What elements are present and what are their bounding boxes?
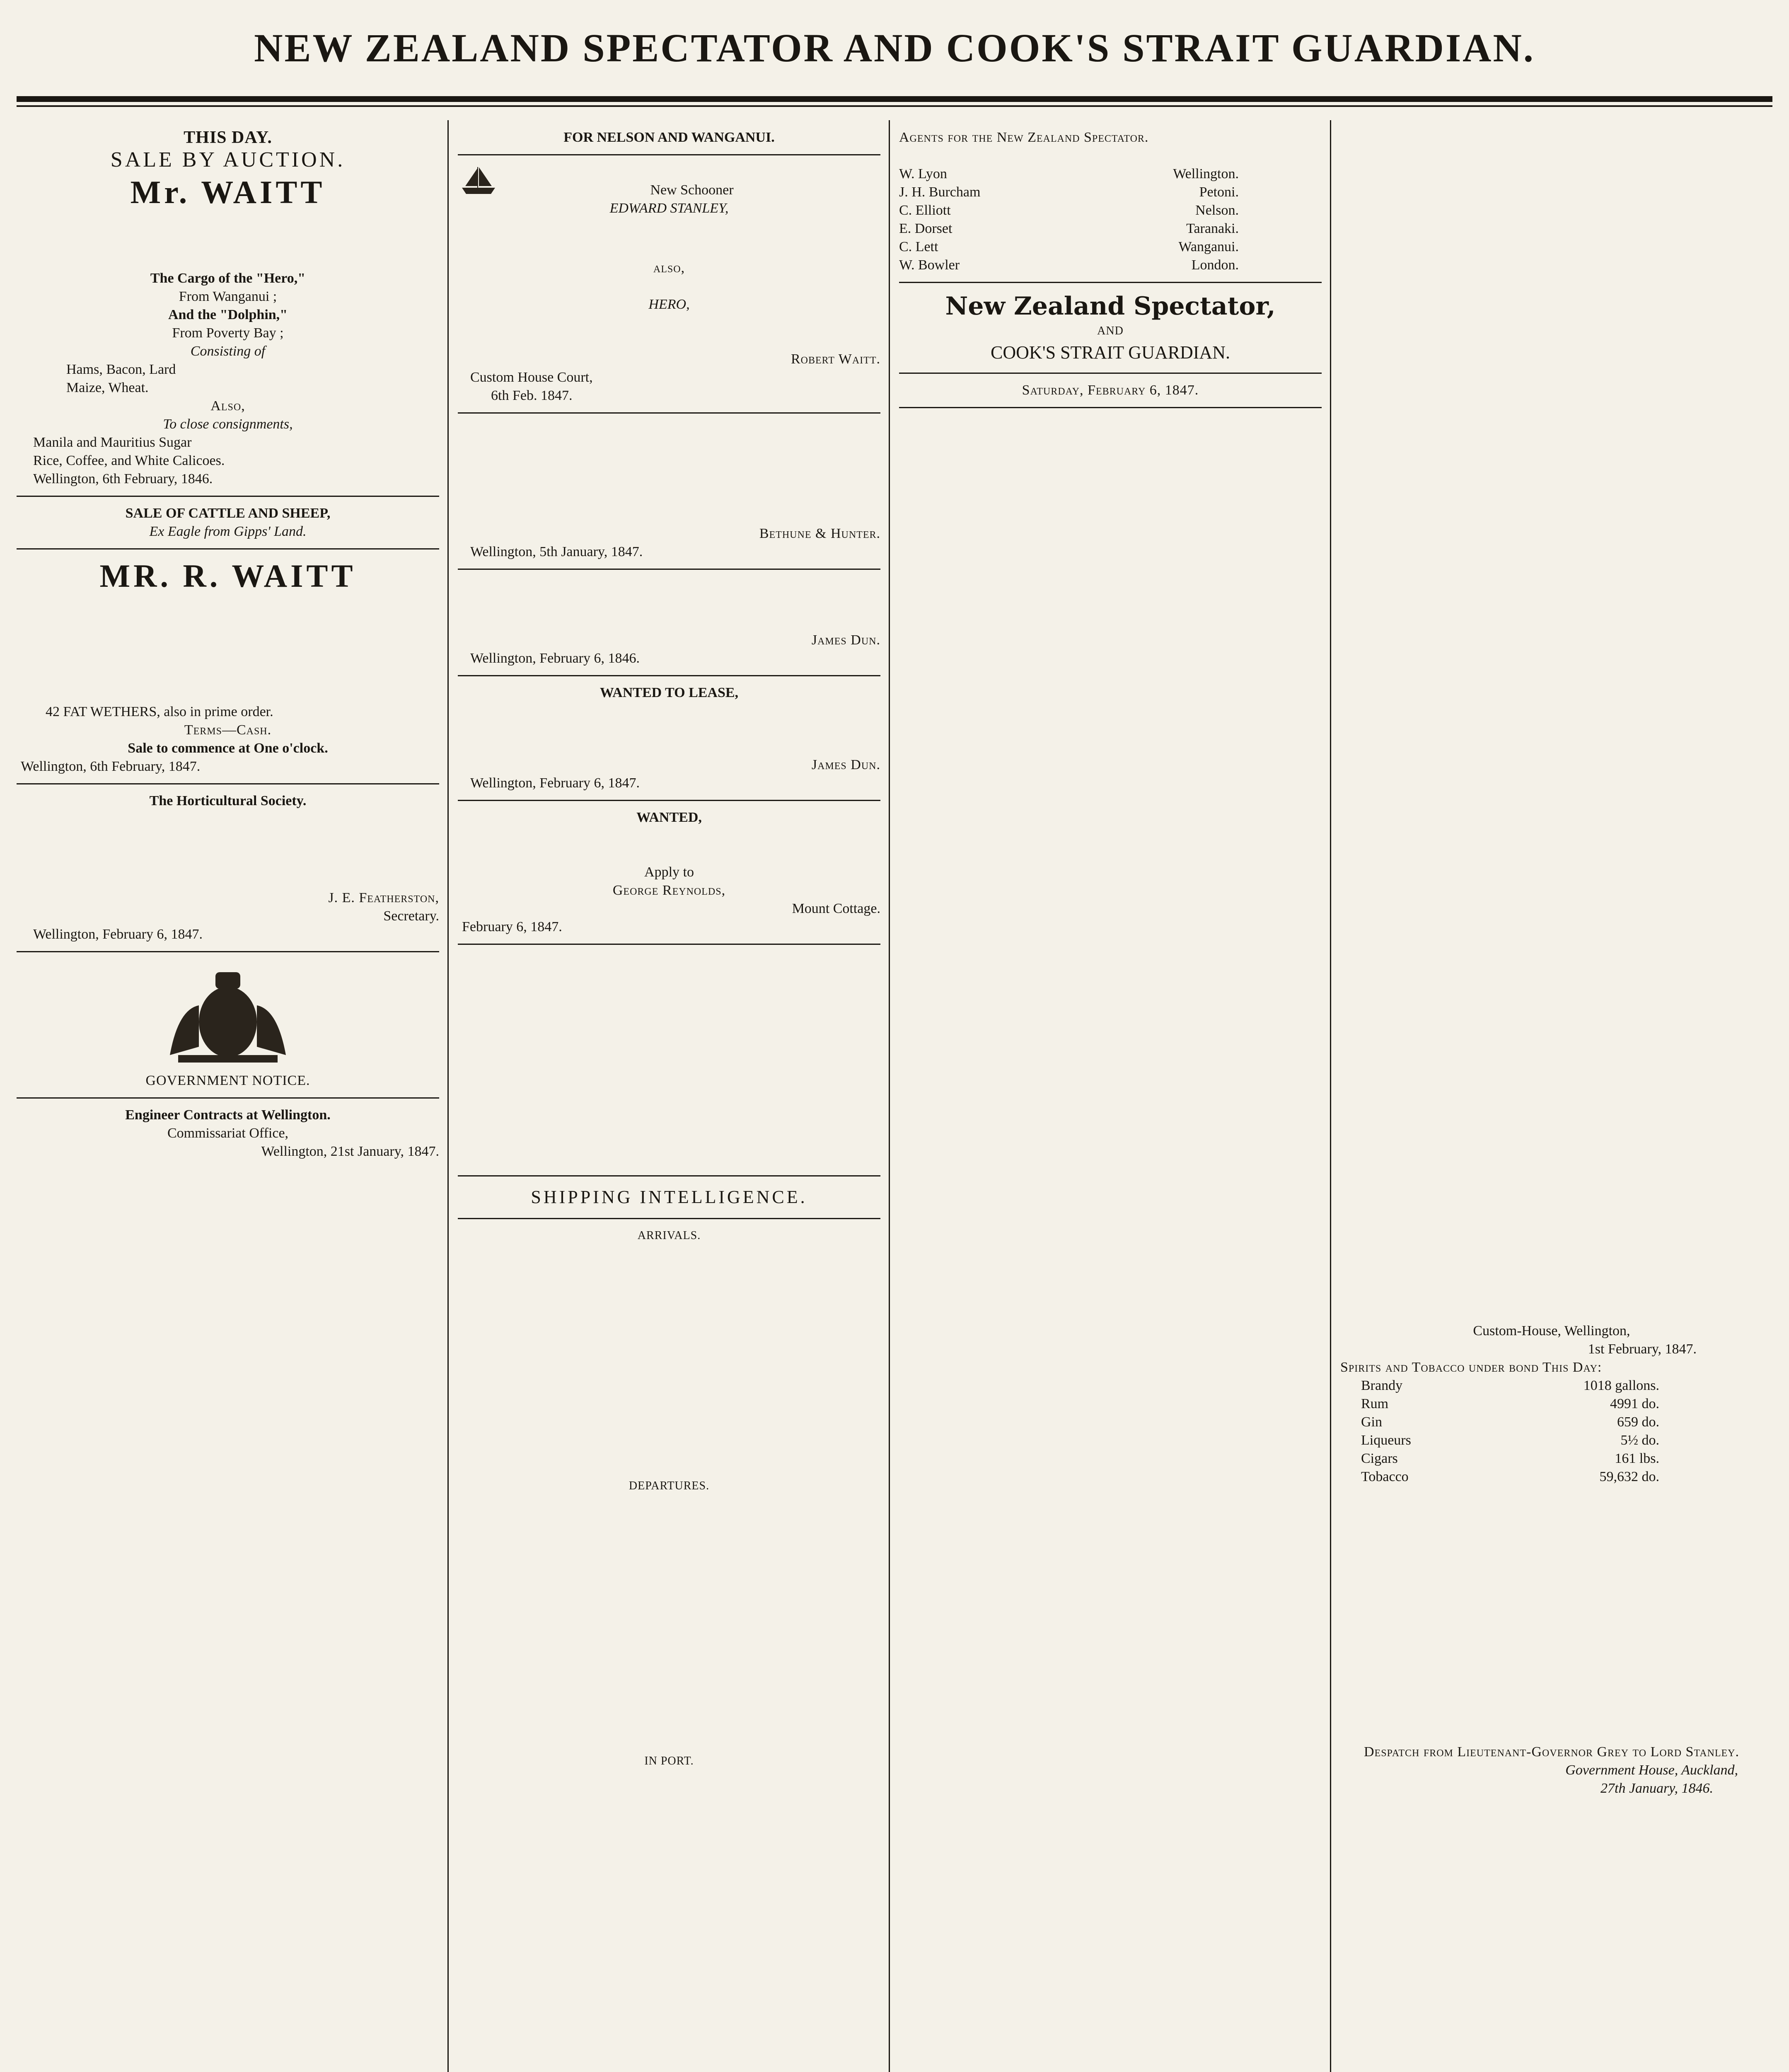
wanted-heading: WANTED, [636,810,702,825]
spirits-qty: 4991 do. [1610,1396,1659,1411]
section-rule [458,1218,880,1219]
sailing-ship-icon [458,163,499,196]
spirits-qty: 5½ do. [1620,1433,1659,1448]
agent-place: Wanganui. [1178,239,1239,254]
custom-house-line: Custom-House, Wellington, [1473,1323,1630,1339]
agent-place: Taranaki. [1186,221,1239,236]
illegible-text-block [899,147,1322,165]
masthead-title: NEW ZEALAND SPECTATOR AND COOK'S STRAIT GUARDIAN. [254,26,1535,70]
this-day-heading: THIS DAY. [184,128,272,147]
spirits-row [1361,1413,1659,1431]
masthead-rule-thick [17,96,1772,102]
column-1 [17,120,439,2072]
auctioneer-name-2: MR. R. WAITT [99,558,356,594]
spirits-item: Cigars [1361,1451,1398,1466]
cargo-title: The Cargo of the "Hero," [150,271,306,286]
agent-name: E. Dorset [899,221,953,236]
column-3 [899,120,1322,2072]
commence-line: Sale to commence at One o'clock. [128,741,328,756]
section-rule [899,407,1322,408]
departures-heading: DEPARTURES. [629,1479,710,1492]
agent-row [899,183,1239,201]
illegible-text-block [458,827,880,863]
also-label: also, [653,260,685,276]
signatory: James Dun. [811,757,880,772]
horticultural-heading: The Horticultural Society. [149,793,307,808]
schooner-label: New Schooner [650,182,734,198]
nameplate-subtitle: COOK'S STRAIT GUARDIAN. [991,342,1230,363]
for-nelson-heading: FOR NELSON AND WANGANUI. [563,130,775,145]
address-line: Custom House Court, [470,370,593,385]
illegible-text-block [17,595,439,703]
illegible-text-block [1340,1486,1763,1743]
section-rule [458,412,880,414]
agent-place: Petoni. [1199,184,1239,200]
in-port-heading: IN PORT. [644,1755,694,1767]
goods-line: Rice, Coffee, and White Calicoes. [33,453,225,468]
agent-place: London. [1191,257,1239,273]
date-line: Wellington, February 6, 1846. [470,651,640,666]
column-4 [1340,120,1763,2072]
auctioneer-name: Mr. WAITT [130,174,326,210]
section-rule [458,800,880,801]
date-line: February 6, 1847. [462,919,562,934]
spirits-item: Brandy [1361,1378,1403,1393]
section-rule [17,496,439,497]
agent-row [899,220,1239,238]
illegible-text-block [17,810,439,889]
section-rule [899,282,1322,283]
date-line: 6th Feb. 1847. [491,388,573,403]
spirits-qty: 1018 gallons. [1583,1378,1659,1393]
spirits-row [1361,1395,1659,1413]
consignments-label: To close consignments, [163,416,293,432]
also-label: Also, [210,398,245,414]
section-rule [17,1097,439,1099]
illegible-text-block [17,1161,439,2072]
date-line: Wellington, 6th February, 1847. [21,759,201,774]
eng-contracts-heading: Engineer Contracts at Wellington. [125,1107,331,1123]
agent-place: Nelson. [1195,203,1239,218]
agent-row [899,256,1239,274]
signatory: James Dun. [811,632,880,648]
ship-name: EDWARD STANLEY, [609,201,729,216]
section-rule [458,154,880,155]
apply-to-label: Apply to [644,864,694,880]
agent-name: W. Lyon [899,166,947,182]
illegible-text-block [458,421,880,525]
column-2 [458,120,880,2072]
section-rule [458,1175,880,1176]
spirits-qty: 659 do. [1617,1414,1659,1430]
spirits-row [1361,1377,1659,1395]
spirits-row [1361,1450,1659,1468]
arrivals-heading: ARRIVALS. [637,1229,701,1242]
date-line: Wellington, 5th January, 1847. [470,544,643,559]
section-rule [899,373,1322,374]
govt-house-line: Government House, Auckland, [1565,1762,1738,1778]
commissariat-date: Wellington, 21st January, 1847. [261,1144,439,1159]
spirits-qty: 161 lbs. [1615,1451,1659,1466]
signatory: J. E. Featherston, [328,890,439,905]
cargo-origin-2: From Poverty Bay ; [172,325,284,341]
section-rule [17,951,439,952]
agent-name: W. Bowler [899,257,960,273]
illegible-text-block [458,702,880,756]
sale-by-auction-heading: SALE BY AUCTION. [110,148,346,172]
column-divider [1330,120,1331,2072]
illegible-text-block [1340,1798,1763,2072]
govt-notice-heading: GOVERNMENT NOTICE. [145,1073,310,1088]
columns [17,120,1772,2072]
commissariat-office: Commissariat Office, [167,1126,289,1141]
goods-line: Maize, Wheat. [66,380,149,395]
agent-place: Wellington. [1173,166,1239,182]
goods-line: Manila and Mauritius Sugar [33,435,192,450]
illegible-text-block [458,1770,880,2072]
signatory: Bethune & Hunter. [759,526,880,541]
agent-row [899,201,1239,220]
agents-heading: Agents for the New Zealand Spectator. [899,130,1149,145]
illegible-text-block [458,163,880,181]
agent-row [899,238,1239,256]
date-line: Wellington, 6th February, 1846. [33,471,213,487]
illegible-text-block [458,577,880,631]
agent-row [899,165,1239,183]
govt-house-date: 27th January, 1846. [1600,1781,1713,1796]
illegible-text-block [458,314,880,350]
illegible-text-block [458,218,880,259]
spirits-item: Liqueurs [1361,1433,1411,1448]
newspaper-nameplate: New Zealand Spectator, [945,292,1276,321]
ship-name: HERO, [648,297,690,312]
royal-coat-of-arms-icon [153,960,302,1067]
signatory: George Reynolds, [612,883,726,898]
despatch-heading: Despatch from Lieutenant-Governor Grey to Lord Stanley. [1364,1744,1740,1760]
section-rule [17,548,439,549]
cargo-origin: From Wanganui ; [179,289,277,304]
column-divider [889,120,890,2072]
issue-date: Saturday, February 6, 1847. [1022,382,1199,398]
spirits-row [1361,1468,1659,1486]
shipping-heading: SHIPPING INTELLIGENCE. [531,1187,807,1207]
sale-subheading: Ex Eagle from Gipps' Land. [149,524,307,539]
section-rule [458,675,880,676]
date-line: Wellington, February 6, 1847. [470,775,640,791]
address-line: Mount Cottage. [792,901,880,916]
illegible-text-block [17,211,439,269]
wanted-lease-heading: WANTED TO LEASE, [600,685,739,700]
spirits-list [1340,1377,1659,1486]
nameplate-and: AND [1097,324,1124,337]
signatory-title: Secretary. [383,908,439,924]
illegible-text-block [458,1495,880,1752]
sale-heading: SALE OF CATTLE AND SHEEP, [125,506,331,521]
masthead-rule-thin [17,105,1772,107]
agent-name: C. Lett [899,239,938,254]
spirits-qty: 59,632 do. [1599,1469,1659,1484]
illegible-text-block [899,416,1322,2072]
date-line: Wellington, February 6, 1847. [33,927,203,942]
section-rule [458,944,880,945]
spirits-item: Rum [1361,1396,1389,1411]
column-divider [447,120,449,2072]
goods-line: Hams, Bacon, Lard [66,362,176,377]
section-rule [17,783,439,784]
spirits-heading: Spirits and Tobacco under bond This Day: [1340,1360,1602,1375]
illegible-text-block [458,277,880,295]
spirits-item: Tobacco [1361,1469,1409,1484]
illegible-text-block [458,1245,880,1477]
illegible-text-block [458,952,880,1168]
signatory: Robert Waitt. [791,351,880,367]
custom-house-date: 1st February, 1847. [1588,1341,1697,1357]
agent-name: J. H. Burcham [899,184,981,200]
terms-line: Terms—Cash. [184,722,272,738]
spirits-row [1361,1431,1659,1450]
agents-list [899,165,1322,274]
agent-name: C. Elliott [899,203,951,218]
section-rule [458,569,880,570]
consisting-label: Consisting of [190,344,266,359]
spirits-item: Gin [1361,1414,1382,1430]
illegible-text-block [1340,120,1763,1322]
wethers-line: 42 FAT WETHERS, also in prime order. [46,704,273,719]
cargo-title-2: And the "Dolphin," [168,307,288,322]
